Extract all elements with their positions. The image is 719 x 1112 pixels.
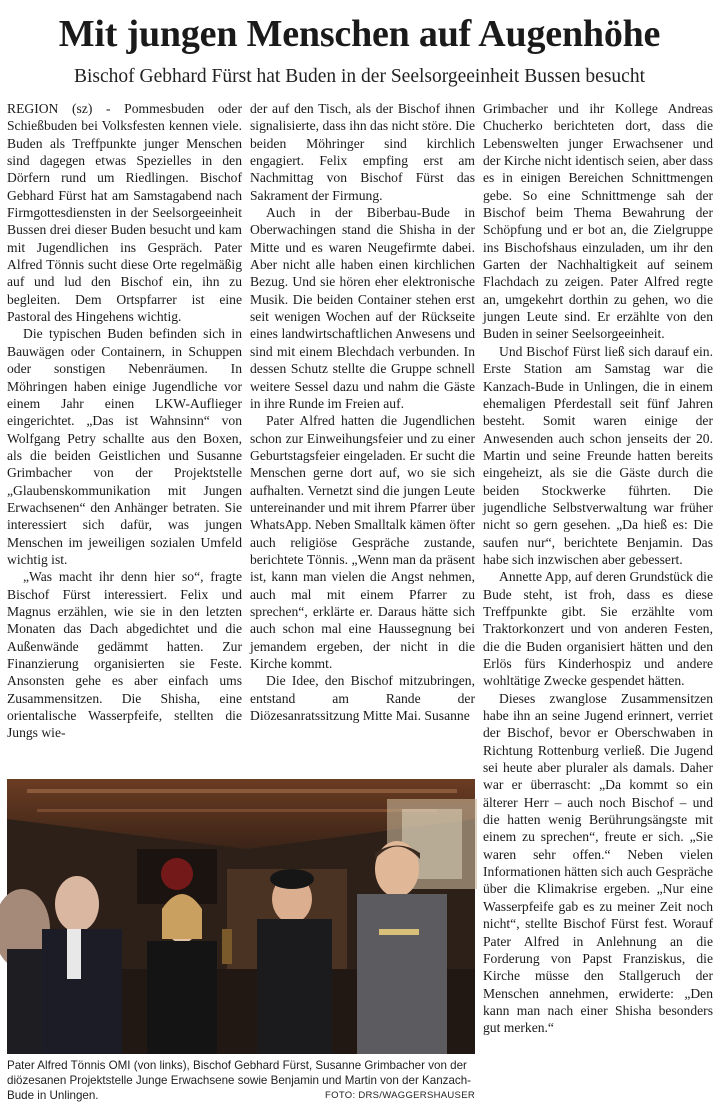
paragraph: „Was macht ihr denn hier so“, fragte Bischof Fürst interessiert. Felix und Magnus erzählen, wie sie in den letzten Monaten das Dach abgedichtet und die Außenwände gedämmt hatten. Zur Finanzierung organisierten sie Feste. Ansonsten gehe es aber einfach ums Zusammensitzen. Die Shisha, eine orientalische Wasserpfeife, stellten die Jungs wie- — [7, 569, 242, 741]
photo-caption — [7, 1058, 475, 1103]
article-column-2 — [250, 100, 475, 745]
paragraph: Und Bischof Fürst ließ sich darauf ein. Erste Station am Samstag war die Kanzach-Bude in Unlingen, die in einem ehemaligen Pferdestall seit fünf Jahren besteht. Somit waren einige der Anwesenden auch schon jenseits der 20. Martin und seine Freunde hatten bereits eingeheizt, als sie die Gäste durch die beiden Stockwerke führten. Die jugendliche Selbstverwaltung war früher nicht so gern gesehen. „Da hieß es: Die saufen nur“, berichtete Benjamin. Das habe sich inzwischen aber gebessert. — [483, 343, 713, 567]
paragraph: der auf den Tisch, als der Bischof ihnen signalisierte, dass ihn das nicht störe. Die beiden Möhringer sind kirchlich engagiert. Felix empfing erst am Nachmittag von Bischof Fürst das Sakrament der Firmung. — [250, 101, 476, 203]
caption-text: Pater Alfred Tönnis OMI (von links), Bischof Gebhard Fürst, Susanne Grimbacher von der diözesanen Projektstelle Junge Erwachsene sowie Benjamin und Martin von der Kanzach-Bude in Unlingen. — [7, 1059, 472, 1102]
paragraph: Auch in der Biberbau-Bude in Oberwachingen stand die Shisha in der Mitte und es waren Neugefirmte dabei. Aber nicht alle haben einen kirchlichen Bezug. Und sie hören eher elektronische Musik. Die beiden Container stehen erst seit wenigen Wochen auf der Rückseite eines landwirtschaftlichen Anwesens und sind mit einem Blechdach verbunden. In dessen Schutz stellte die Gruppe schnell weitere Sessel dazu und nahm die Gäste in ihre Runde im Freien auf. — [250, 205, 475, 411]
paragraph: Die typischen Buden befinden sich in Bauwägen oder Containern, in Schuppen oder sonstigen Nebenräumen. In Möhringen haben einige Jugendliche vor einem Jahr einen LKW-Auflieger eingerichtet. „Das ist Wahnsinn“ von Wolfgang Petry schallte aus den Boxen, als die beiden Geistlichen und Susanne Grimbacher von der Projektstelle „Glaubenskommunikation mit Jungen Erwachsenen“ den Anhänger betraten. Sie interessiert sich dafür, was jungen Menschen im jeweiligen sozialen Umfeld wichtig ist. — [7, 326, 242, 567]
photo-illustration — [7, 779, 475, 1054]
paragraph: Die Idee, den Bischof mitzubringen, entstand am Rande der Diözesanratssitzung Mitte Mai. Susanne — [250, 673, 475, 724]
paragraph: Dieses zwanglose Zusammensitzen habe ihn an seine Jugend erinnert, verriet der Bischof, bevor er Oberschwaben in Richtung Rottenburg verließ. Die Jugend sei heute aber pluraler als damals. Daher war er überrascht: „Da kommt so ein älterer Herr – auch noch Bischof – und die hatten wenig Berührungsängste mit einem zu sprechen“, freute er sich. „Sie waren sehr offen.“ Neben vielen Informationen hätten sich auch Gespräche über die Klimakrise ergeben. „Nur eine Wasserpfeife gab es zu meiner Zeit noch nicht“, stellte Bischof Fürst fest. Worauf Pater Alfred in Anlehnung an die Forderung von Papst Franziskus, die Kirche müsse den Stallgeruch der Menschen annehmen, erwiderte: „Den kann man nach einer Shisha besonders gut merken.“ — [483, 690, 713, 1036]
paragraph — [7, 100, 242, 325]
photo-credit: FOTO: DRS/WAGGERSHAUSER — [325, 1090, 475, 1101]
headline: Mit jungen Menschen auf Augenhöhe — [58, 13, 661, 55]
article-column-1 — [7, 100, 242, 745]
paragraph: Grimbacher und ihr Kollege Andreas Chucherko berichteten dort, dass die Lebenswelten junger Erwachsener und der Kirche nicht identisch seien, aber dass es in einigen Bereichen Schnittmengen gebe. So eine Schnittmenge sah der Bischof beim Thema Bewahrung der Schöpfung und er bot an, die Zielgruppe ins Bischofshaus einzuladen, um ihr den Garten der Nachhaltigkeit auf seinem Flachdach zu zeigen. Pater Alfred regte an, umgekehrt dorthin zu gehen, wo die jungen Leute sind. Er erzählte von den Buden in seiner Seelsorgeeinheit. — [483, 101, 713, 342]
paragraph: Annette App, auf deren Grundstück die Bude steht, ist froh, dass es diese Treffpunkte gibt. Sie erzählte vom Traktorkonzert und von anderen Festen, die die Buden organisiert hätten und den Erlös fürs Kinderhospiz und andere wohltätige Zwecke gespendet hätten. — [483, 569, 713, 689]
paragraph-text: - Pommesbuden oder Schießbuden bei Volksfesten kennen viele. Buden als Treffpunkte junger Menschen sind dagegen etwas Spezielles in den Dörfern rund um Riedlingen. Bischof Gebhard Fürst hat am Samstagabend nach Firmgottesdiensten in der Seelsorgeeinheit Bussen drei dieser Buden besucht und kam mit Jugendlichen ins Gespräch. Pater Alfred Tönnis sucht diese Orte regelmäßig auf und lud den Bischof ein, ihn zu begleiten. Dem Ortspfarrer ist eine Pastoral des Hingehens wichtig. — [7, 101, 242, 325]
author-tag: (sz) — [71, 101, 93, 116]
paragraph: Pater Alfred hatten die Jugendlichen schon zur Einweihungsfeier und zu einer Geburtstagsfeier eingeladen. Er sucht die Menschen gerne dort auf, wo sie sich aufhalten. Vernetzt sind die jungen Leute untereinander und mit ihrem Pfarrer über WhatsApp. Neben Smalltalk kämen öfter auch religiöse Gespräche zustande, berichtete Tönnis. „Wenn man da präsent ist, kann man vielen die Angst nehmen, auch mal mit einem Pfarrer zu sprechen“, erklärte er. Daraus hätte sich auch schon mal eine Haussegnung bei jemandem ergeben, der nicht in die Kirche kommt. — [250, 413, 475, 671]
article-photo — [7, 779, 475, 1054]
dateline: REGION — [7, 101, 59, 116]
article-column-3 — [483, 100, 713, 1036]
subheadline: Bischof Gebhard Fürst hat Buden in der Seelsorgeeinheit Bussen besucht — [74, 66, 645, 87]
